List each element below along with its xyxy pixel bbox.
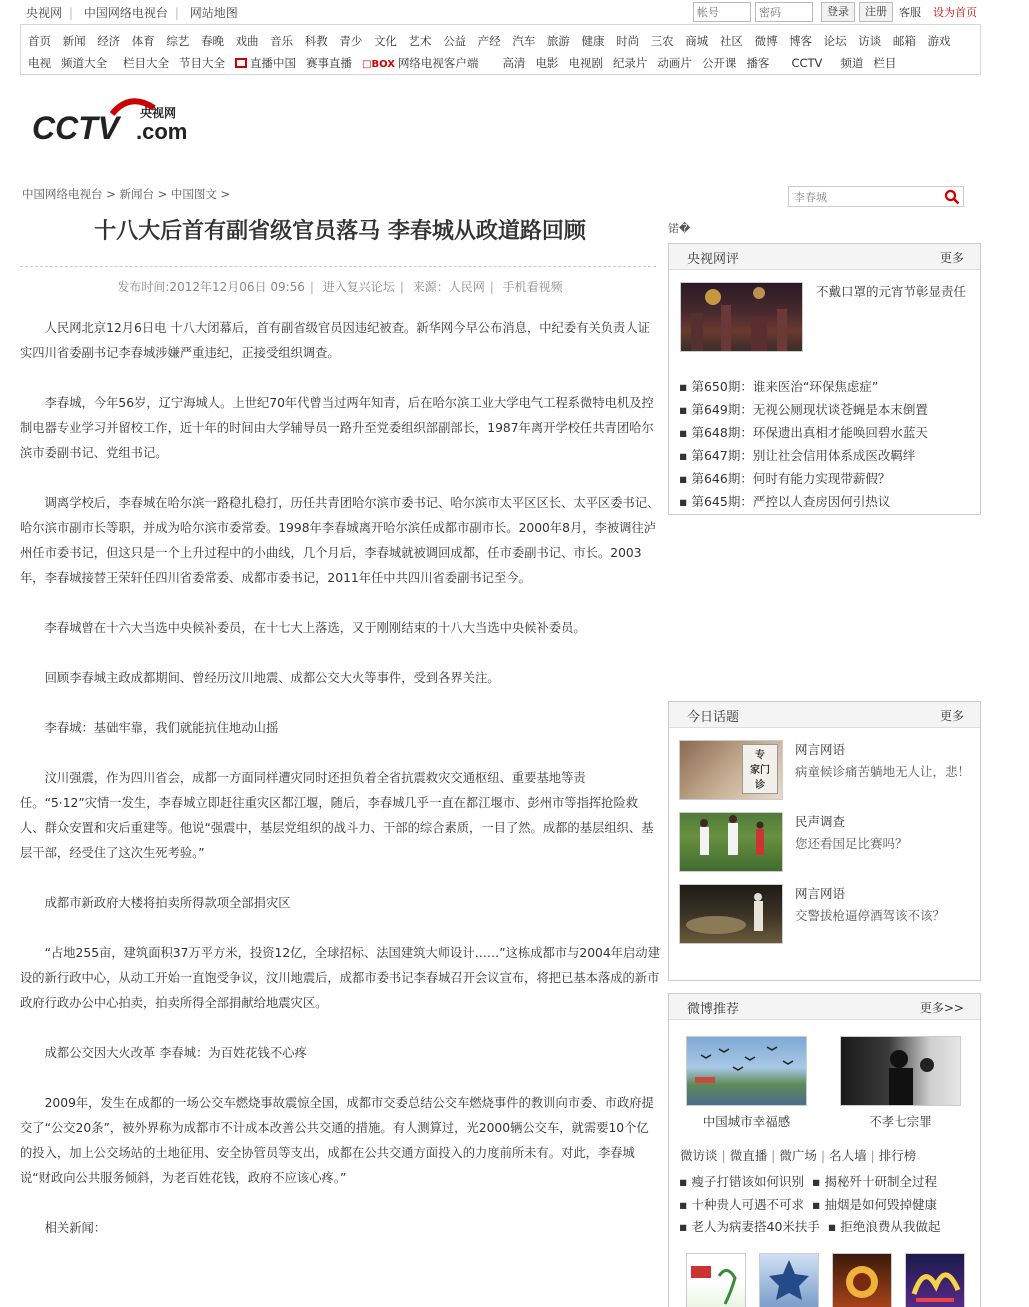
weibo-section-link[interactable]: 微访谈	[680, 1148, 718, 1163]
issue-number: 第649期：	[691, 402, 753, 417]
breadcrumb-item[interactable]: 新闻台	[119, 187, 154, 201]
nav-row-secondary	[28, 55, 906, 71]
panel-header	[669, 994, 980, 1020]
sign-image: 专 家门 诊	[742, 744, 778, 794]
traffic-police-image	[680, 885, 782, 943]
commentary-item[interactable]	[679, 467, 928, 490]
password-field[interactable]	[755, 2, 813, 22]
bullet-icon: ▪	[679, 1174, 688, 1189]
more-link[interactable]: 更多	[939, 251, 964, 265]
elderly-silhouette-image	[841, 1037, 960, 1105]
weibo-links	[680, 1146, 916, 1164]
svg-text:CCTV: CCTV	[32, 110, 120, 146]
article-paragraph: 人民网北京12月6日电 十八大闭幕后，首有副省级官员因违纪被查。新华网今早公布消息，中纪委有关负责人证实四川省委副书记李春城涉嫌严重违纪，正接受组织调查。	[20, 321, 650, 360]
topic-text[interactable]: 您还看国足比赛吗？	[795, 836, 908, 851]
bullet-icon: ▪	[812, 1174, 821, 1189]
fireworks-image	[681, 283, 802, 351]
nav-link[interactable]: 健康	[581, 34, 605, 48]
top-link-cntv[interactable]: 央视网	[26, 6, 63, 20]
weibo-item-link[interactable]: 揭秘歼十研制全过程	[824, 1174, 937, 1189]
nav-link[interactable]: 播客	[746, 56, 770, 70]
bullet-icon: ▪	[679, 1196, 688, 1212]
nav-link[interactable]: 电视	[28, 56, 51, 70]
search-icon[interactable]	[944, 189, 960, 205]
stray-text: 锘�	[668, 222, 691, 235]
more-link[interactable]: 更多	[939, 709, 964, 723]
issue-number: 第647期：	[691, 448, 753, 463]
nav-link[interactable]: 汽车	[512, 34, 536, 48]
nav-link[interactable]: 旅游	[546, 34, 570, 48]
article-paragraph: 相关新闻：	[44, 1221, 107, 1235]
bullet-icon: ▪	[679, 379, 688, 394]
bullet-icon: ▪	[679, 402, 688, 417]
topic-category: 网言网语	[795, 886, 846, 901]
nav-link[interactable]: 经济	[97, 34, 121, 48]
nav-link[interactable]: 频道	[840, 56, 864, 70]
nav-link[interactable]: 社区	[719, 34, 743, 48]
weibo-row	[679, 1171, 940, 1194]
commentary-link[interactable]: 别让社会信用体系成医改羁绊	[752, 448, 916, 463]
nav-link[interactable]: 邮箱	[892, 34, 916, 48]
commentary-item[interactable]	[679, 421, 928, 444]
topic-thumbnail	[679, 812, 783, 872]
top-bar	[20, 0, 981, 25]
bullet-icon: ▪	[679, 494, 688, 509]
nav-link[interactable]: 游戏	[927, 34, 951, 48]
nav-link[interactable]: 公益	[443, 34, 467, 48]
weibo-row	[679, 1216, 940, 1239]
article-paragraph: 李春城曾在十六大当选中央候补委员，在十七大上落选，又于刚刚结束的十八大当选中央候补委员。	[44, 621, 586, 635]
service-link[interactable]: 客服	[899, 6, 921, 19]
top-link-sitemap[interactable]: 网站地图	[189, 6, 238, 20]
nav-link[interactable]: 科教	[304, 34, 328, 48]
panel-title: 今日话题	[687, 710, 740, 725]
topic-text[interactable]: 交警拔枪逼停酒驾该不该？	[795, 908, 946, 923]
panel-title: 央视网评	[687, 252, 740, 267]
topic-text[interactable]: 病童候诊痛苦躺地无人让，悲！	[795, 764, 971, 779]
box-icon: □BOX	[362, 59, 395, 70]
topic-category: 民声调查	[795, 814, 846, 829]
article-body	[20, 316, 660, 1266]
commentary-link[interactable]: 环保遗出真相才能唤回碧水蓝天	[752, 425, 928, 440]
fireworks-thumbnail[interactable]	[680, 282, 803, 352]
register-button[interactable]: 注册	[859, 2, 893, 22]
svg-text:央视网: 央视网	[140, 106, 177, 120]
breadcrumb: 中国网络电视台 > 新闻台 > 中国图文 >	[22, 187, 231, 201]
commentary-item[interactable]	[679, 444, 928, 467]
article-meta: 发布时间:2012年12月06日 09:56 | 进入复兴论坛 | 来源：人民网 | 手机看视频	[117, 280, 563, 294]
nav-link[interactable]: 电视剧	[568, 56, 603, 70]
nav-link[interactable]: 文化	[373, 34, 397, 48]
separator: |	[717, 1148, 730, 1163]
panel-header	[669, 702, 980, 728]
banner-2[interactable]	[759, 1253, 819, 1307]
nav-link[interactable]: 综艺	[166, 34, 190, 48]
svg-text:.com: .com	[136, 119, 188, 144]
nav-link[interactable]: 新闻	[62, 34, 86, 48]
nav-link[interactable]: 博客	[789, 34, 813, 48]
bullet-icon: ▪	[679, 1219, 688, 1234]
nav-link[interactable]: 论坛	[823, 34, 847, 48]
commentary-panel	[668, 243, 981, 515]
nav-link[interactable]: 频道大全	[61, 56, 107, 70]
article-paragraph: 李春城，今年56岁，辽宁海城人。上世纪70年代曾当过两年知青，后在哈尔滨工业大学电气工程系微特电机及控制电器专业学习并留校工作，近十年的时间由大学辅导员一路升至党委组织部副部长，1987年离开学校任共青团哈尔滨市委副书记、党组书记。	[20, 396, 654, 460]
article-paragraph: 回顾李春城主政成都期间、曾经历汶川地震、成都公交大火等事件，受到各界关注。	[44, 671, 500, 685]
topic-item[interactable]	[679, 884, 974, 946]
search-box	[788, 186, 964, 207]
nav-link[interactable]: 体育	[131, 34, 155, 48]
set-homepage-link[interactable]: 设为首页	[933, 6, 977, 19]
commentary-link[interactable]: 无视公厕现状谈苍蝇是本末倒置	[752, 402, 928, 417]
commentary-link[interactable]: 严控以人查房因何引热议	[752, 494, 891, 509]
separator: |	[816, 1148, 830, 1163]
topic-item[interactable]	[679, 740, 974, 802]
username-field[interactable]	[693, 2, 751, 22]
mobile-video-link[interactable]: 手机看视频	[502, 280, 563, 294]
bullet-icon: ▪	[679, 425, 688, 440]
weibo-item-link[interactable]: 瘦子打错该如何识别	[691, 1174, 804, 1189]
nav-link[interactable]: 三农	[650, 34, 674, 48]
top-links: 央视网 | 中国网络电视台 | 网站地图	[26, 6, 238, 20]
nav-link[interactable]: 纪录片	[612, 56, 648, 70]
weibo-item-link[interactable]: 抽烟是如何毁掉健康	[824, 1196, 937, 1212]
nav-link[interactable]: 青少	[339, 34, 363, 48]
weibo-section-link[interactable]: 排行榜	[878, 1148, 917, 1163]
commentary-headline[interactable]: 不戴口罩的元宵节彰显责任	[816, 284, 967, 299]
weibo-panel	[668, 993, 981, 1307]
topic-thumbnail	[679, 740, 783, 800]
breadcrumb-item[interactable]: 中国网络电视台	[22, 187, 103, 201]
article-paragraph: 李春城：基础牢靠，我们就能抗住地动山摇	[44, 721, 279, 735]
forum-link[interactable]: 进入复兴论坛	[322, 280, 395, 294]
commentary-item[interactable]	[679, 375, 928, 398]
issue-number: 第645期：	[691, 494, 753, 509]
weibo-pic-caption[interactable]: 中国城市幸福感	[702, 1114, 791, 1129]
banner-1-image	[687, 1254, 745, 1307]
article-paragraph: 成都市新政府大楼将拍卖所得款项全部捐灾区	[44, 896, 291, 910]
article-paragraph: 2009年，发生在成都的一场公交车燃烧事故震惊全国，成都市交委总结公交车燃烧事件的教训向市委、市政府提交了“公交20条”，被外界称为成都市不计成本改善公共交通的措施。有人测算过，光2000辆公交车，就需要10个亿的投入，加上公交场站的土地征用、安全协管员等支出，成都在公共交通方面投入的力度前所未有。对此，李春城说“财政向公共服务倾斜，为老百姓花钱，政府不应该心疼。”	[20, 1096, 654, 1185]
cctv-logo-mark	[30, 94, 200, 150]
weibo-pic-birds[interactable]	[686, 1036, 807, 1106]
article-paragraph: 调离学校后，李春城在哈尔滨一路稳扎稳打，历任共青团哈尔滨市委书记、哈尔滨市太平区区长、太平区委书记、哈尔滨市副市长等职，并成为哈尔滨市委常委。1998年李春城离开哈尔滨任成都市副市长。2000年8月，李被调往泸州任市委书记，但这只是一个上升过程中的小曲线，几个月后，李春城就被调回成都，任市委副书记、市长。2003年，李春城接替王荣轩任四川省委常委、成都市委书记，2011年任中共四川省委副书记至今。	[20, 496, 660, 585]
commentary-link[interactable]: 谁来医治“环保焦虑症”	[752, 379, 879, 394]
banner-4[interactable]	[905, 1253, 965, 1307]
bullet-icon: ▪	[812, 1196, 821, 1212]
nav-link[interactable]: 时尚	[616, 34, 640, 48]
weibo-section-link[interactable]: 微广场	[779, 1148, 817, 1163]
panel-title: 微博推荐	[687, 1002, 740, 1017]
topic-item[interactable]	[679, 812, 974, 874]
more-link[interactable]: 更多>>	[919, 1001, 964, 1015]
article-paragraph: 汶川强震，作为四川省会，成都一方面同样遭灾同时还担负着全省抗震救灾交通枢纽、重要基地等责任。“5·12”灾情一发生，李春城立即赶往重灾区都江堰，随后，李春城几乎一直在都江堰市、彭州市等指挥抢险救人、群众安置和灾后重建等。他说“强震中，基层党组织的战斗力、干部的综合素质，一目了然。成都的基层组织、基层干部，经受住了这次生死考验。”	[20, 771, 654, 860]
nav-link[interactable]: 访谈	[858, 34, 882, 48]
breadcrumb-item[interactable]: 中国图文	[170, 187, 217, 201]
weibo-pic-caption[interactable]: 不孝七宗罪	[869, 1114, 932, 1129]
title-divider	[20, 266, 656, 267]
search-input[interactable]	[789, 187, 939, 206]
nav-link[interactable]: 电影	[535, 56, 559, 70]
banner-4-image	[906, 1254, 964, 1307]
issue-number: 第650期：	[691, 379, 753, 394]
topics-panel	[668, 701, 981, 981]
nav-link[interactable]: 栏目大全	[123, 56, 169, 70]
nav-link[interactable]: 微博	[754, 34, 778, 48]
banner-3-image	[833, 1254, 891, 1307]
weibo-row	[679, 1194, 940, 1217]
nav-row-primary	[28, 33, 962, 49]
tv-icon	[235, 58, 247, 68]
topic-thumbnail	[679, 884, 783, 944]
publish-time: 发布时间:2012年12月06日 09:56	[117, 280, 305, 294]
nav-link[interactable]: 栏目	[873, 56, 897, 70]
login-button[interactable]: 登录	[821, 2, 855, 22]
main-nav	[20, 25, 981, 75]
nav-link[interactable]: 艺术	[408, 34, 432, 48]
cctv-logo[interactable]	[30, 94, 200, 150]
nav-link[interactable]: 戏曲	[235, 34, 259, 48]
separator: |	[767, 1148, 780, 1163]
nav-link[interactable]: 高清	[502, 56, 526, 70]
topic-category: 网言网语	[795, 742, 846, 757]
nav-link[interactable]: 春晚	[200, 34, 224, 48]
football-image	[680, 813, 782, 871]
article-paragraph: “占地255亩，建筑面积37万平方米，投资12亿，全球招标、法国建筑大师设计……”这栋成都市与2004年启动建设的新行政中心，从动工开始一直饱受争议，汶川地震后，成都市委书记李春城召开会议宣布，将把已基本落成的新市政府行政办公中心拍卖，拍卖所得全部捐献给地震灾区。	[20, 946, 660, 1010]
nav-link[interactable]: 直播中国	[250, 56, 296, 70]
bullet-icon: ▪	[679, 448, 688, 463]
commentary-item[interactable]	[679, 490, 928, 513]
nav-link[interactable]: 节目大全	[179, 56, 225, 70]
weibo-item-link[interactable]: 老人为病妻搭40米扶手	[691, 1219, 820, 1234]
nav-link[interactable]: 动画片	[657, 56, 692, 70]
article-title: 十八大后首有副省级官员落马 李春城从政道路回顾	[94, 219, 586, 244]
issue-number: 第648期：	[691, 425, 753, 440]
nav-link[interactable]: 网络电视客户端	[397, 56, 479, 70]
nav-link[interactable]: 赛事直播	[306, 56, 352, 70]
bullet-icon: ▪	[827, 1219, 837, 1234]
nav-link[interactable]: 音乐	[270, 34, 294, 48]
article-source: 来源：人民网	[412, 280, 485, 294]
separator: |	[866, 1148, 879, 1163]
weibo-item-link[interactable]: 十种贵人可遇不可求	[691, 1196, 804, 1212]
login-area	[693, 2, 977, 22]
commentary-list	[679, 375, 928, 513]
weibo-pic-elderly[interactable]	[840, 1036, 961, 1106]
banner-1[interactable]	[686, 1253, 746, 1307]
nav-link[interactable]: CCTV	[791, 56, 823, 70]
banner-3[interactable]	[832, 1253, 892, 1307]
nav-link[interactable]: 公开课	[701, 56, 737, 70]
panel-header	[669, 244, 980, 270]
weibo-list	[679, 1171, 940, 1239]
weibo-section-link[interactable]: 名人墙	[829, 1148, 867, 1163]
birds-image	[687, 1037, 806, 1105]
weibo-banners	[686, 1253, 966, 1307]
nav-link[interactable]: 首页	[28, 34, 51, 48]
issue-number: 第646期：	[691, 471, 753, 486]
weibo-section-link[interactable]: 微直播	[729, 1148, 768, 1163]
commentary-item[interactable]	[679, 398, 928, 421]
commentary-link[interactable]: 何时有能力实现带薪假？	[752, 471, 891, 486]
top-link-cntv-full[interactable]: 中国网络电视台	[83, 6, 168, 20]
banner-2-image	[760, 1254, 818, 1307]
bullet-icon: ▪	[679, 471, 688, 486]
nav-link[interactable]: 商城	[685, 34, 709, 48]
article-paragraph: 成都公交因大火改革 李春城：为百姓花钱不心疼	[44, 1046, 307, 1060]
nav-link[interactable]: 产经	[477, 34, 501, 48]
weibo-item-link[interactable]: 拒绝浪费从我做起	[840, 1219, 941, 1234]
